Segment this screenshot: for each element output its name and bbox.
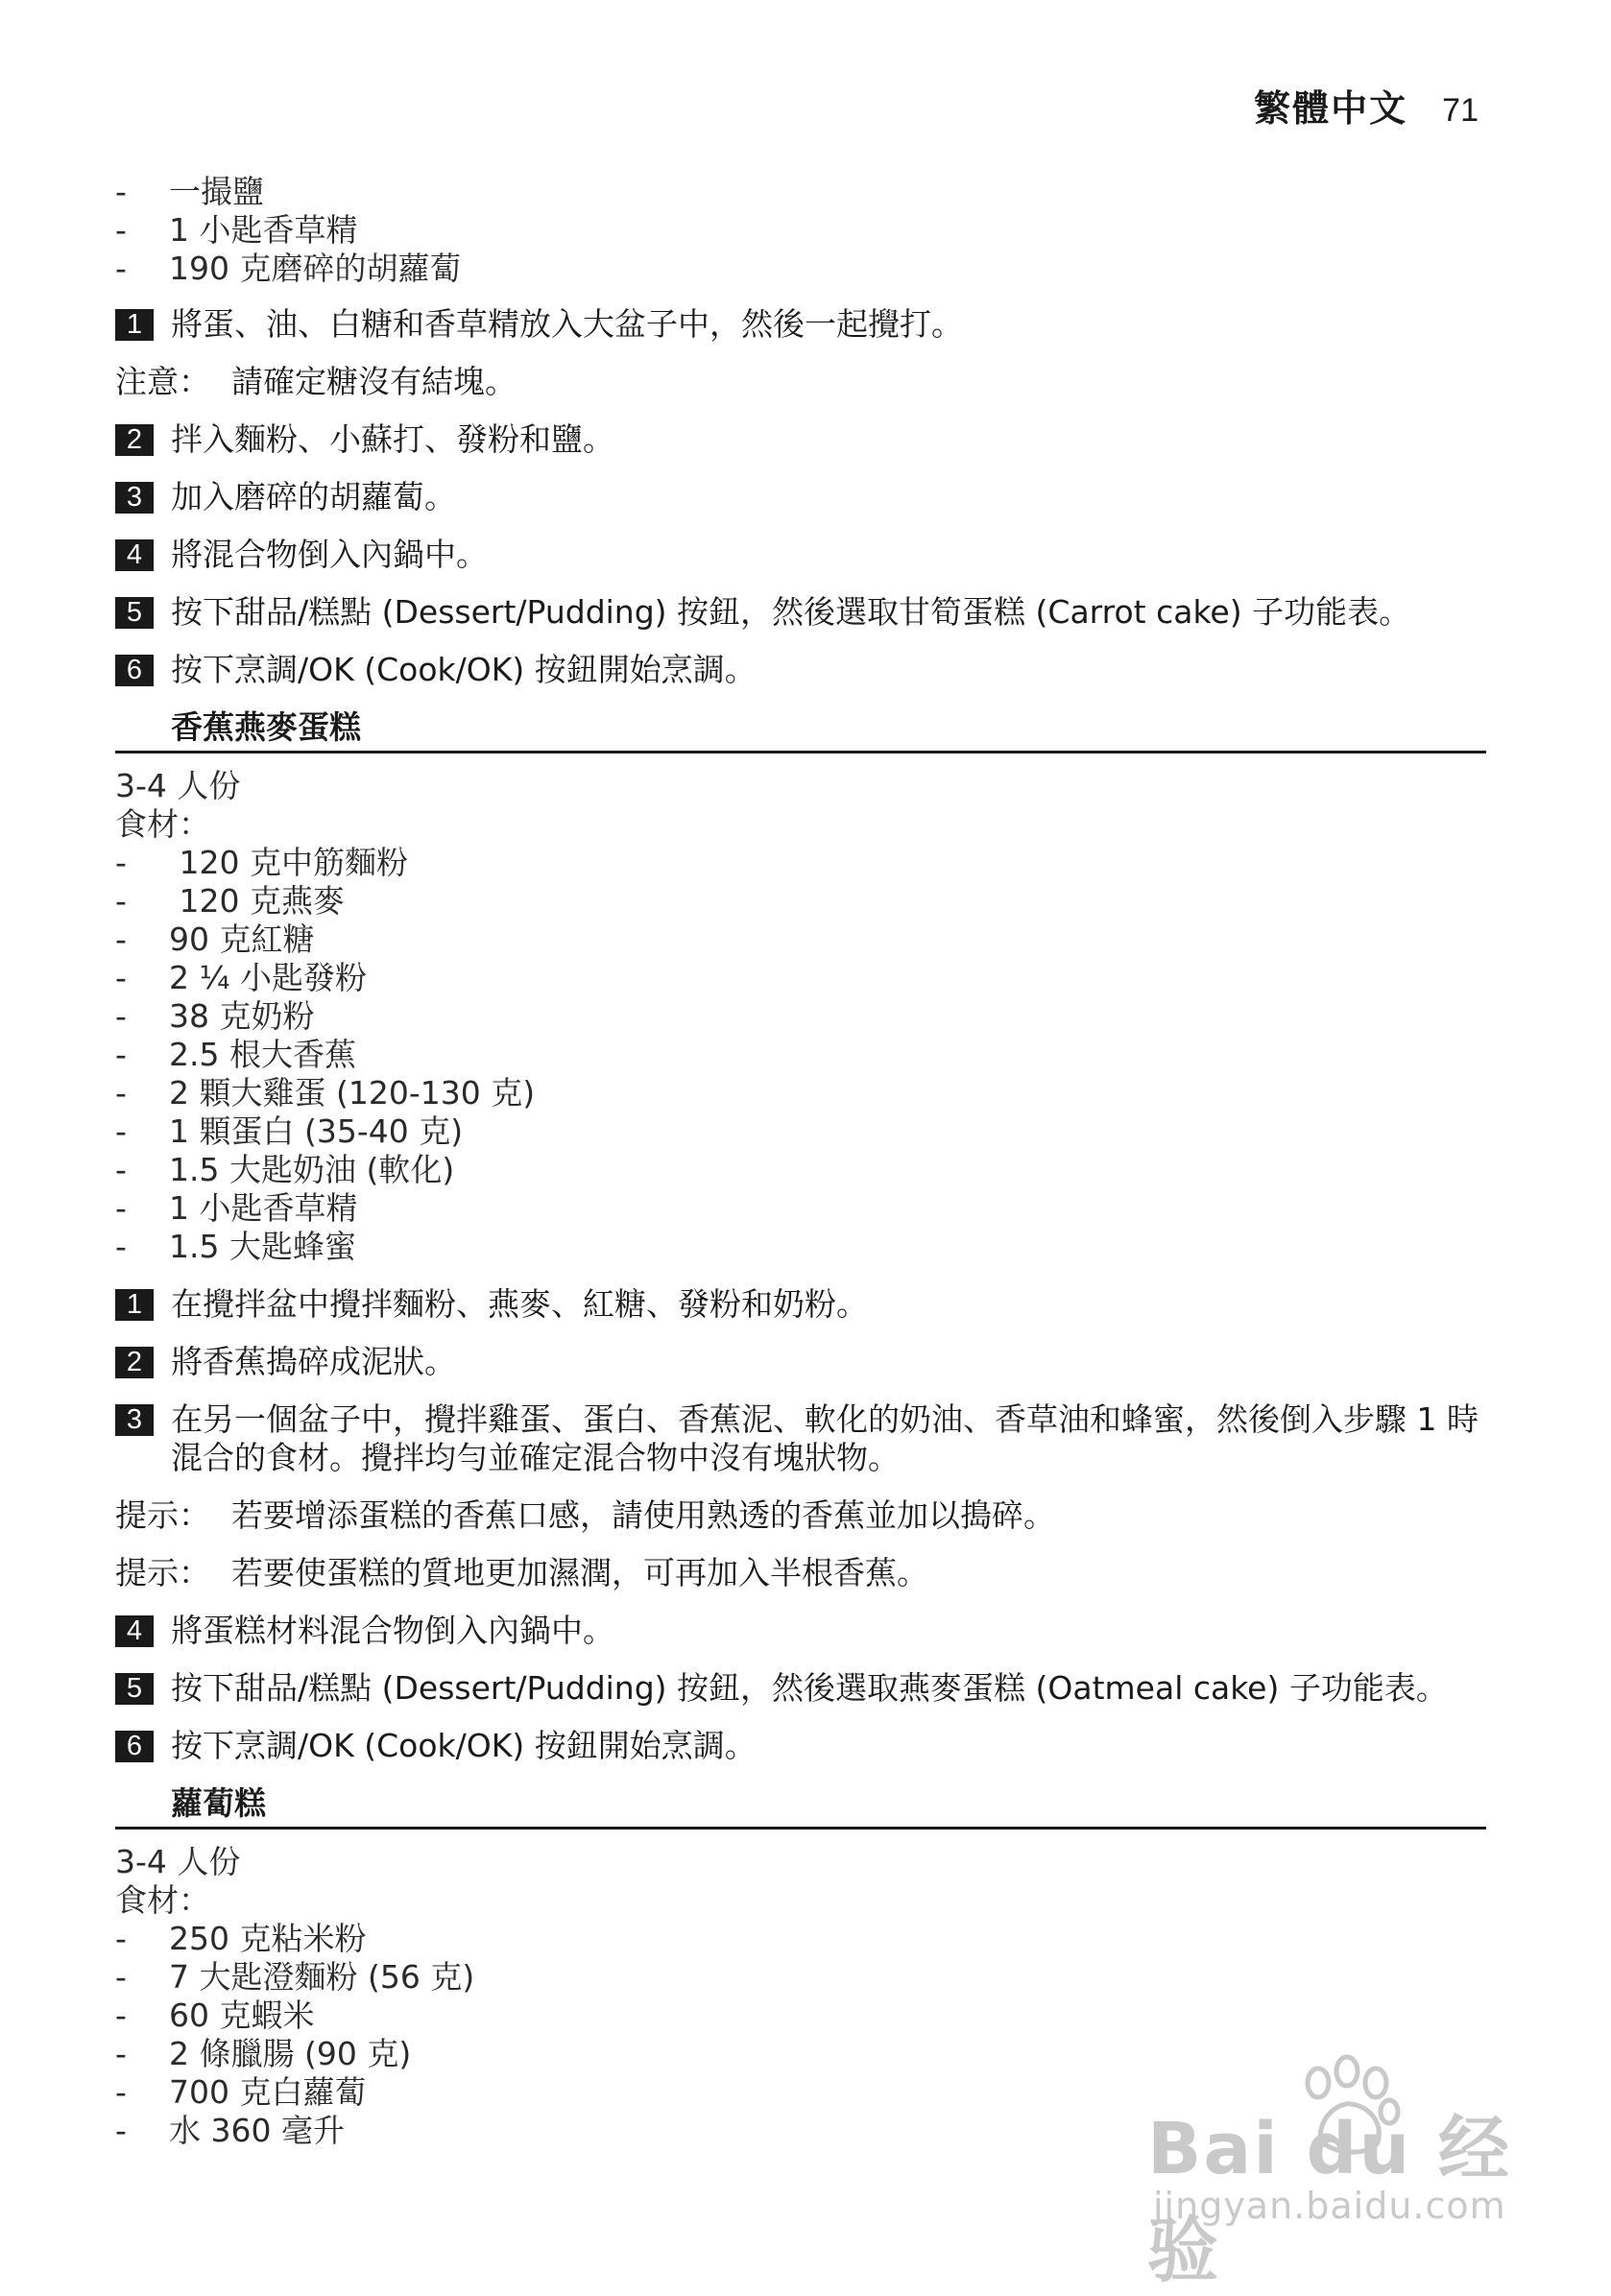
note-text: 請確定糖沒有結塊。 xyxy=(231,363,517,400)
step-text: 將蛋、油、白糖和香草精放入大盆子中，然後一起攪打。 xyxy=(171,305,963,343)
step-text: 加入磨碎的胡蘿蔔。 xyxy=(171,478,456,515)
page-header xyxy=(1254,79,1479,132)
watermark-brand: Bai du 经验 xyxy=(1147,2108,1511,2292)
step-text: 按下甜品/糕點 (Dessert/Pudding) 按鈕，然後選取甘筍蛋糕 (Carrot cake) 子功能表。 xyxy=(171,593,1411,631)
step-number: 2 xyxy=(115,424,154,456)
step-text: 在另一個盆子中，攪拌雞蛋、蛋白、香蕉泥、軟化的奶油、香草油和蜂蜜，然後倒入步驟 1 時混合的食材。攪拌均勻並確定混合物中沒有塊狀物。 xyxy=(171,1400,1479,1476)
list-item: - 7 大匙澄麵粉 (56 克) xyxy=(115,1958,475,1996)
list-item: - 120 克燕麥 xyxy=(115,882,345,920)
list-item: - 60 克蝦米 xyxy=(115,1997,315,2034)
step-number: 3 xyxy=(115,1404,154,1436)
list-item: - 1 小匙香草精 xyxy=(115,211,358,249)
section-title-banana-oat-cake: 香蕉燕麥蛋糕 xyxy=(115,706,1486,753)
list-item: - 190 克磨碎的胡蘿蔔 xyxy=(115,250,462,287)
note xyxy=(115,363,1486,401)
step xyxy=(115,1727,1486,1765)
step xyxy=(115,478,1486,516)
list-item: - 1.5 大匙奶油 (軟化) xyxy=(115,1151,455,1188)
page-number: 71 xyxy=(1442,92,1479,129)
step-number: 1 xyxy=(115,309,154,341)
step xyxy=(115,420,1486,459)
step xyxy=(115,1612,1486,1650)
watermark-url: jingyan.baidu.com xyxy=(1153,2185,1506,2227)
step-number: 6 xyxy=(115,1731,154,1762)
step-text: 在攪拌盆中攪拌麵粉、燕麥、紅糖、發粉和奶粉。 xyxy=(171,1285,868,1323)
step-text: 按下甜品/糕點 (Dessert/Pudding) 按鈕，然後選取燕麥蛋糕 (Oatmeal cake) 子功能表。 xyxy=(171,1669,1448,1707)
watermark xyxy=(1147,2054,1531,2292)
step-number: 5 xyxy=(115,1673,154,1705)
step-text: 將蛋糕材料混合物倒入內鍋中。 xyxy=(171,1612,614,1649)
servings: 3-4 人份 xyxy=(115,1843,241,1880)
list-item: - 90 克紅糖 xyxy=(115,921,315,958)
step-number: 5 xyxy=(115,597,154,629)
tip-label: 提示： xyxy=(115,1554,210,1591)
list-item: - 2 ¼ 小匙發粉 xyxy=(115,959,367,996)
step-text: 將香蕉搗碎成泥狀。 xyxy=(171,1343,456,1380)
language-label: 繁體中文 xyxy=(1254,87,1408,130)
step-number: 3 xyxy=(115,482,154,514)
tip xyxy=(115,1554,1486,1592)
step-number: 4 xyxy=(115,1615,154,1647)
step-text: 按下烹調/OK (Cook/OK) 按鈕開始烹調。 xyxy=(171,1727,757,1764)
list-item: - 1.5 大匙蜂蜜 xyxy=(115,1228,356,1265)
step-text: 按下烹調/OK (Cook/OK) 按鈕開始烹調。 xyxy=(171,651,757,688)
section-title-radish-cake: 蘿蔔糕 xyxy=(115,1782,1486,1830)
banana-oat-cake-ingredients xyxy=(115,844,1486,1266)
list-item: - 1 小匙香草精 xyxy=(115,1189,358,1227)
step-number: 1 xyxy=(115,1289,154,1321)
step-text: 將混合物倒入內鍋中。 xyxy=(171,536,488,573)
step xyxy=(115,651,1486,689)
list-item: - 水 360 毫升 xyxy=(115,2112,345,2149)
tip-text: 若要使蛋糕的質地更加濕潤，可再加入半根香蕉。 xyxy=(231,1554,928,1591)
list-item: - 250 克粘米粉 xyxy=(115,1920,367,1957)
step xyxy=(115,593,1486,632)
note-label: 注意： xyxy=(115,363,210,400)
step xyxy=(115,305,1486,344)
list-item: - 2 顆大雞蛋 (120-130 克) xyxy=(115,1074,536,1112)
step xyxy=(115,1343,1486,1381)
list-item: - 120 克中筋麵粉 xyxy=(115,844,408,881)
list-item: - 1 顆蛋白 (35-40 克) xyxy=(115,1112,464,1150)
tip-text: 若要增添蛋糕的香蕉口感，請使用熟透的香蕉並加以搗碎。 xyxy=(231,1496,1055,1534)
step xyxy=(115,536,1486,574)
list-item: - 700 克白蘿蔔 xyxy=(115,2073,367,2111)
step xyxy=(115,1285,1486,1324)
tip-label: 提示： xyxy=(115,1496,210,1534)
ingredients-label: 食材： xyxy=(115,805,210,843)
step xyxy=(115,1669,1486,1708)
step-number: 4 xyxy=(115,539,154,571)
step xyxy=(115,1400,1486,1477)
list-item: - 2 條臘腸 (90 克) xyxy=(115,2035,412,2072)
servings: 3-4 人份 xyxy=(115,767,241,804)
step-number: 2 xyxy=(115,1347,154,1378)
list-item: - 38 克奶粉 xyxy=(115,997,315,1035)
tip xyxy=(115,1496,1486,1535)
list-item: - 一撮鹽 xyxy=(115,173,264,210)
carrot-cake-ingredients xyxy=(115,173,1486,288)
step-number: 6 xyxy=(115,655,154,686)
page-content xyxy=(115,173,1486,2150)
ingredients-label: 食材： xyxy=(115,1881,210,1919)
step-text: 拌入麵粉、小蘇打、發粉和鹽。 xyxy=(171,420,614,458)
list-item: - 2.5 根大香蕉 xyxy=(115,1036,356,1073)
